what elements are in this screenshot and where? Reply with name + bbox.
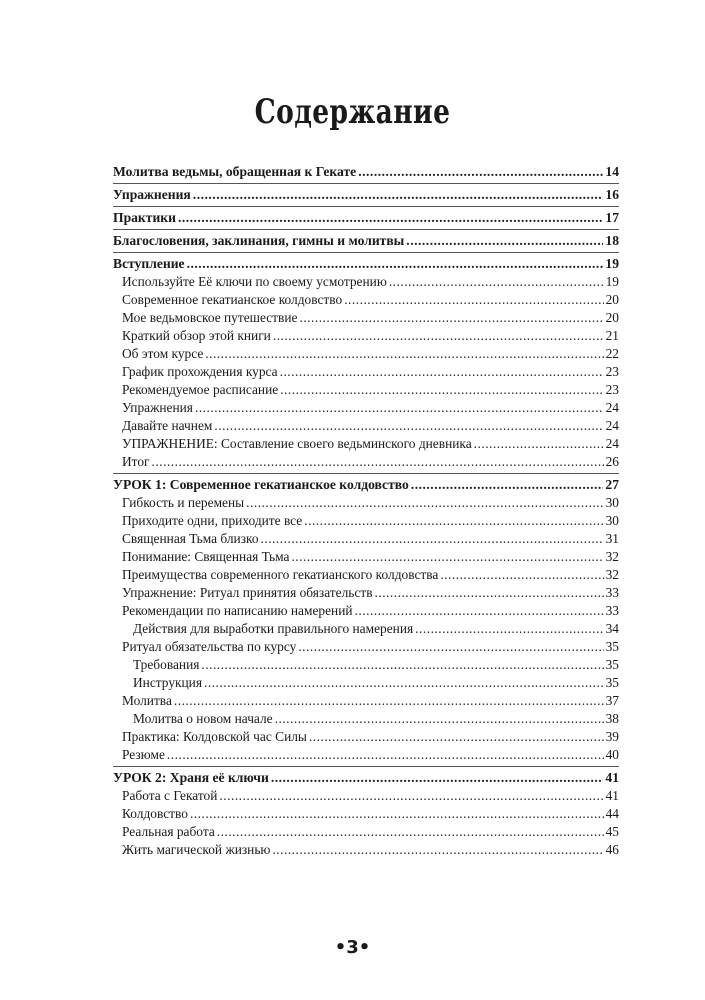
toc-dot-leader xyxy=(174,692,604,710)
toc-entry-title: Колдовство xyxy=(122,806,188,821)
toc-entry-page: 30 xyxy=(605,513,619,528)
toc-entry xyxy=(113,399,619,417)
toc-entry-page: 40 xyxy=(605,747,619,762)
toc-entry-title: Давайте начнем xyxy=(122,418,213,433)
toc-entry-page: 33 xyxy=(605,585,619,600)
toc-entry-title: Ритуал обязательства по курсу xyxy=(122,639,297,654)
toc-entry-title: Молитва xyxy=(122,693,172,708)
toc-dot-leader xyxy=(358,163,603,181)
toc-separator-line xyxy=(113,766,619,767)
toc-entry-page: 17 xyxy=(605,210,619,225)
toc-section-entry xyxy=(113,232,619,250)
toc-entry-title: Упражнения xyxy=(122,400,193,415)
toc-entry xyxy=(113,345,619,363)
toc-entry xyxy=(113,602,619,620)
toc-entry-title: УРОК 1: Современное гекатианское колдовство xyxy=(113,477,409,492)
toc-entry-title: Упражнение: Ритуал принятия обязательств xyxy=(122,585,373,600)
toc-dot-leader xyxy=(272,841,603,859)
toc-entry xyxy=(113,823,619,841)
toc-dot-leader xyxy=(217,823,604,841)
toc-entry-title: Молитва ведьмы, обращенная к Гекате xyxy=(113,164,357,179)
toc-dot-leader xyxy=(190,805,604,823)
toc-separator-line xyxy=(113,229,619,230)
toc-entry-title: Преимущества современного гекатианского колдовства xyxy=(122,567,439,582)
toc-entry xyxy=(113,435,619,453)
toc-entry-page: 23 xyxy=(605,382,619,397)
toc-section-entry xyxy=(113,209,619,227)
toc-dot-leader xyxy=(298,638,603,656)
toc-entry xyxy=(113,692,619,710)
toc-entry-page: 32 xyxy=(605,567,619,582)
toc-entry-title: Работа с Гекатой xyxy=(122,788,218,803)
toc-entry-page: 37 xyxy=(605,693,619,708)
toc-entry-page: 41 xyxy=(605,770,619,785)
toc-dot-leader xyxy=(195,399,604,417)
toc-dot-leader xyxy=(280,381,603,399)
toc-dot-leader xyxy=(299,309,603,327)
toc-entry xyxy=(113,787,619,805)
toc-entry-title: Итог xyxy=(122,454,150,469)
toc-separator-line xyxy=(113,206,619,207)
toc-entry-page: 23 xyxy=(605,364,619,379)
toc-entry-page: 24 xyxy=(605,436,619,451)
toc-entry-page: 24 xyxy=(605,418,619,433)
toc-dot-leader xyxy=(411,476,604,494)
toc-entry-page: 16 xyxy=(605,187,619,202)
toc-entry-title: Вступление xyxy=(113,256,185,271)
toc-entry xyxy=(113,273,619,291)
toc-dot-leader xyxy=(344,291,603,309)
toc-section-entry xyxy=(113,163,619,181)
toc-dot-leader xyxy=(474,435,604,453)
toc-dot-leader xyxy=(415,620,603,638)
toc-entry xyxy=(113,841,619,859)
toc-entry-title: Благословения, заклинания, гимны и молитвы xyxy=(113,233,405,248)
toc-dot-leader xyxy=(246,494,603,512)
page-title: Содержание xyxy=(254,92,451,132)
toc-entry-title: Реальная работа xyxy=(122,824,215,839)
toc-entry-page: 27 xyxy=(605,477,619,492)
toc-dot-leader xyxy=(271,769,604,787)
toc-dot-leader xyxy=(291,548,603,566)
toc-dot-leader xyxy=(201,656,603,674)
toc-dot-leader xyxy=(152,453,604,471)
toc-dot-leader xyxy=(375,584,604,602)
toc-entry xyxy=(113,805,619,823)
toc-separator-line xyxy=(113,473,619,474)
toc-entry-title: Рекомендуемое расписание xyxy=(122,382,279,397)
toc-entry-page: 22 xyxy=(605,346,619,361)
toc-subentry xyxy=(113,710,619,728)
toc-entry-page: 35 xyxy=(605,657,619,672)
toc-entry-title: Приходите одни, приходите все xyxy=(122,513,303,528)
toc-entry xyxy=(113,584,619,602)
toc-subentry xyxy=(113,674,619,692)
toc-entry xyxy=(113,309,619,327)
toc-entry-page: 14 xyxy=(605,164,619,179)
toc-entry xyxy=(113,728,619,746)
toc-entry-title: Требования xyxy=(133,657,200,672)
toc-entry-page: 19 xyxy=(605,256,619,271)
toc-entry-page: 44 xyxy=(605,806,619,821)
toc-entry-title: Гибкость и перемены xyxy=(122,495,245,510)
toc-entry xyxy=(113,530,619,548)
toc-section-entry xyxy=(113,186,619,204)
toc-dot-leader xyxy=(440,566,603,584)
toc-section-entry xyxy=(113,769,619,787)
toc-entry-title: График прохождения курса xyxy=(122,364,278,379)
toc-dot-leader xyxy=(214,417,603,435)
toc-entry xyxy=(113,453,619,471)
toc-entry xyxy=(113,746,619,764)
toc-dot-leader xyxy=(193,186,604,204)
toc-dot-leader xyxy=(406,232,603,250)
toc-entry-page: 19 xyxy=(605,274,619,289)
toc-dot-leader xyxy=(178,209,603,227)
toc-dot-leader xyxy=(204,674,604,692)
toc-entry-page: 46 xyxy=(605,842,619,857)
toc-subentry xyxy=(113,620,619,638)
toc-entry xyxy=(113,327,619,345)
toc-entry-page: 20 xyxy=(605,310,619,325)
toc-dot-leader xyxy=(309,728,604,746)
toc-entry-title: Священная Тьма близко xyxy=(122,531,259,546)
toc-entry xyxy=(113,548,619,566)
toc-entry-title: Рекомендации по написанию намерений xyxy=(122,603,353,618)
toc-entry-title: Упражнения xyxy=(113,187,191,202)
toc-entry-page: 34 xyxy=(605,621,619,636)
toc-entry-title: Практики xyxy=(113,210,176,225)
toc-entry xyxy=(113,494,619,512)
toc-dot-leader xyxy=(275,710,604,728)
toc-entry xyxy=(113,417,619,435)
toc-entry-title: Молитва о новом начале xyxy=(133,711,273,726)
toc-dot-leader xyxy=(280,363,604,381)
toc-entry-title: Об этом курсе xyxy=(122,346,204,361)
toc-dot-leader xyxy=(355,602,604,620)
toc-entry xyxy=(113,291,619,309)
toc-section-entry xyxy=(113,476,619,494)
table-of-contents xyxy=(113,163,619,859)
toc-entry-page: 35 xyxy=(605,675,619,690)
toc-entry xyxy=(113,381,619,399)
toc-dot-leader xyxy=(273,327,604,345)
toc-separator-line xyxy=(113,252,619,253)
toc-entry-title: Понимание: Священная Тьма xyxy=(122,549,290,564)
toc-entry-page: 32 xyxy=(605,549,619,564)
toc-entry-title: Инструкция xyxy=(133,675,203,690)
toc-separator-line xyxy=(113,183,619,184)
toc-entry-title: Практика: Колдовской час Силы xyxy=(122,729,307,744)
page-number: •3• xyxy=(334,937,371,958)
toc-dot-leader xyxy=(304,512,603,530)
toc-section-entry xyxy=(113,255,619,273)
toc-entry-page: 18 xyxy=(605,233,619,248)
toc-entry-page: 26 xyxy=(605,454,619,469)
toc-entry-title: Резюме xyxy=(122,747,165,762)
toc-dot-leader xyxy=(167,746,604,764)
toc-entry-title: Краткий обзор этой книги xyxy=(122,328,271,343)
toc-entry-title: Мое ведьмовское путешествие xyxy=(122,310,298,325)
toc-dot-leader xyxy=(187,255,604,273)
toc-entry-title: Действия для выработки правильного намерения xyxy=(133,621,414,636)
toc-entry-title: Жить магической жизнью xyxy=(122,842,271,857)
toc-entry xyxy=(113,363,619,381)
toc-dot-leader xyxy=(205,345,603,363)
toc-entry-title: Используйте Её ключи по своему усмотрению xyxy=(122,274,387,289)
toc-entry-page: 20 xyxy=(605,292,619,307)
toc-entry xyxy=(113,566,619,584)
toc-subentry xyxy=(113,656,619,674)
toc-dot-leader xyxy=(219,787,603,805)
toc-entry-page: 38 xyxy=(605,711,619,726)
toc-dot-leader xyxy=(261,530,604,548)
toc-entry-page: 45 xyxy=(605,824,619,839)
toc-entry xyxy=(113,512,619,530)
toc-dot-leader xyxy=(389,273,604,291)
toc-entry-page: 30 xyxy=(605,495,619,510)
toc-entry-page: 41 xyxy=(605,788,619,803)
toc-entry-page: 24 xyxy=(605,400,619,415)
toc-entry-title: УПРАЖНЕНИЕ: Составление своего ведьминского дневника xyxy=(122,436,472,451)
toc-entry-page: 39 xyxy=(605,729,619,744)
toc-entry-page: 33 xyxy=(605,603,619,618)
toc-entry-title: Современное гекатианское колдовство xyxy=(122,292,343,307)
toc-entry-page: 35 xyxy=(605,639,619,654)
toc-entry-page: 21 xyxy=(605,328,619,343)
toc-entry-title: УРОК 2: Храня её ключи xyxy=(113,770,269,785)
toc-entry xyxy=(113,638,619,656)
toc-entry-page: 31 xyxy=(605,531,619,546)
